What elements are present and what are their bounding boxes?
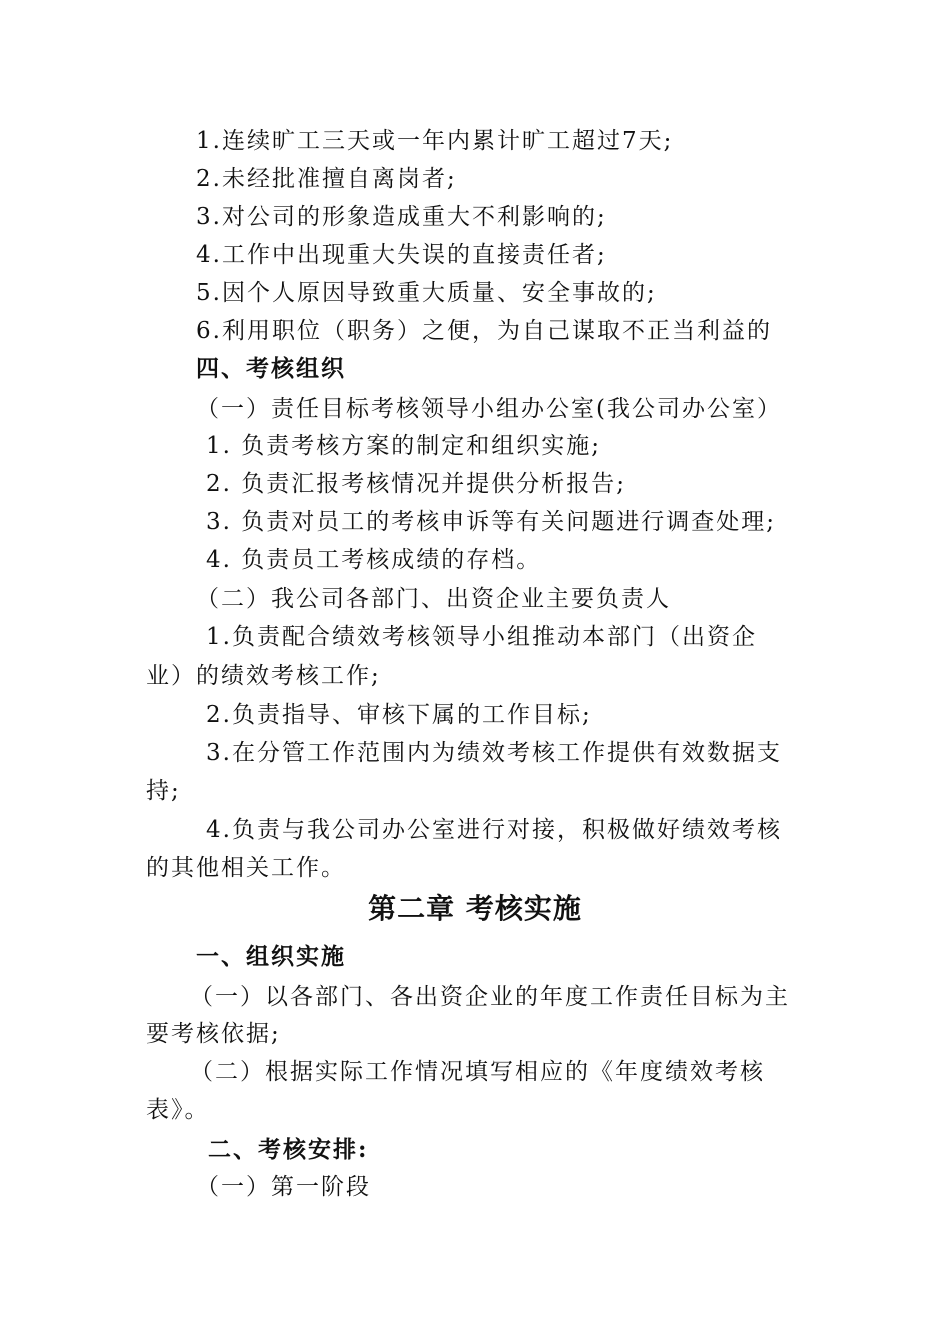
section4-heading: 四、考核组织 <box>196 355 346 382</box>
dismissal-item-1: 1.连续旷工三天或一年内累计旷工超过7天; <box>196 128 674 154</box>
section4-sub2-item1-line2: 业）的绩效考核工作; <box>146 663 381 689</box>
chapter2-section1-heading: 一、组织实施 <box>196 943 346 970</box>
dismissal-item-6: 6.利用职位（职务）之便，为自己谋取不正当利益的 <box>196 318 772 344</box>
chapter2-s1-p2-line1: （二）根据实际工作情况填写相应的《年度绩效考核 <box>190 1059 765 1085</box>
section4-sub1-title: （一）责任目标考核领导小组办公室(我公司办公室） <box>196 396 782 422</box>
section4-sub2-item2: 2.负责指导、审核下属的工作目标; <box>206 702 592 728</box>
dismissal-item-4: 4.工作中出现重大失误的直接责任者; <box>196 242 607 268</box>
section4-sub1-item-2: 2. 负责汇报考核情况并提供分析报告; <box>206 471 627 497</box>
dismissal-item-5: 5.因个人原因导致重大质量、安全事故的; <box>196 280 657 306</box>
dismissal-item-3: 3.对公司的形象造成重大不利影响的; <box>196 204 607 230</box>
chapter2-s2-p1: （一）第一阶段 <box>196 1174 371 1200</box>
chapter2-s1-p2-line2: 表》。 <box>146 1097 210 1123</box>
section4-sub1-item-1: 1. 负责考核方案的制定和组织实施; <box>206 433 602 459</box>
chapter2-s1-p1-line1: （一）以各部门、各出资企业的年度工作责任目标为主 <box>190 984 790 1010</box>
section4-sub1-item-3: 3. 负责对员工的考核申诉等有关问题进行调查处理; <box>206 509 777 535</box>
section4-sub1-item-4: 4. 负责员工考核成绩的存档。 <box>206 547 542 573</box>
section4-sub2-item3-line2: 持; <box>146 778 181 804</box>
dismissal-item-2: 2.未经批准擅自离岗者; <box>196 166 457 192</box>
section4-sub2-item3-line1: 3.在分管工作范围内为绩效考核工作提供有效数据支 <box>206 740 782 766</box>
chapter2-section2-heading: 二、考核安排: <box>208 1136 369 1163</box>
chapter2-s1-p1-line2: 要考核依据; <box>146 1021 281 1047</box>
section4-sub2-item4-line1: 4.负责与我公司办公室进行对接，积极做好绩效考核 <box>206 817 782 843</box>
section4-sub2-title: （二）我公司各部门、出资企业主要负责人 <box>196 586 671 612</box>
section4-sub2-item4-line2: 的其他相关工作。 <box>146 855 346 881</box>
chapter2-title: 第二章 考核实施 <box>368 892 582 925</box>
section4-sub2-item1-line1: 1.负责配合绩效考核领导小组推动本部门（出资企 <box>206 624 757 650</box>
